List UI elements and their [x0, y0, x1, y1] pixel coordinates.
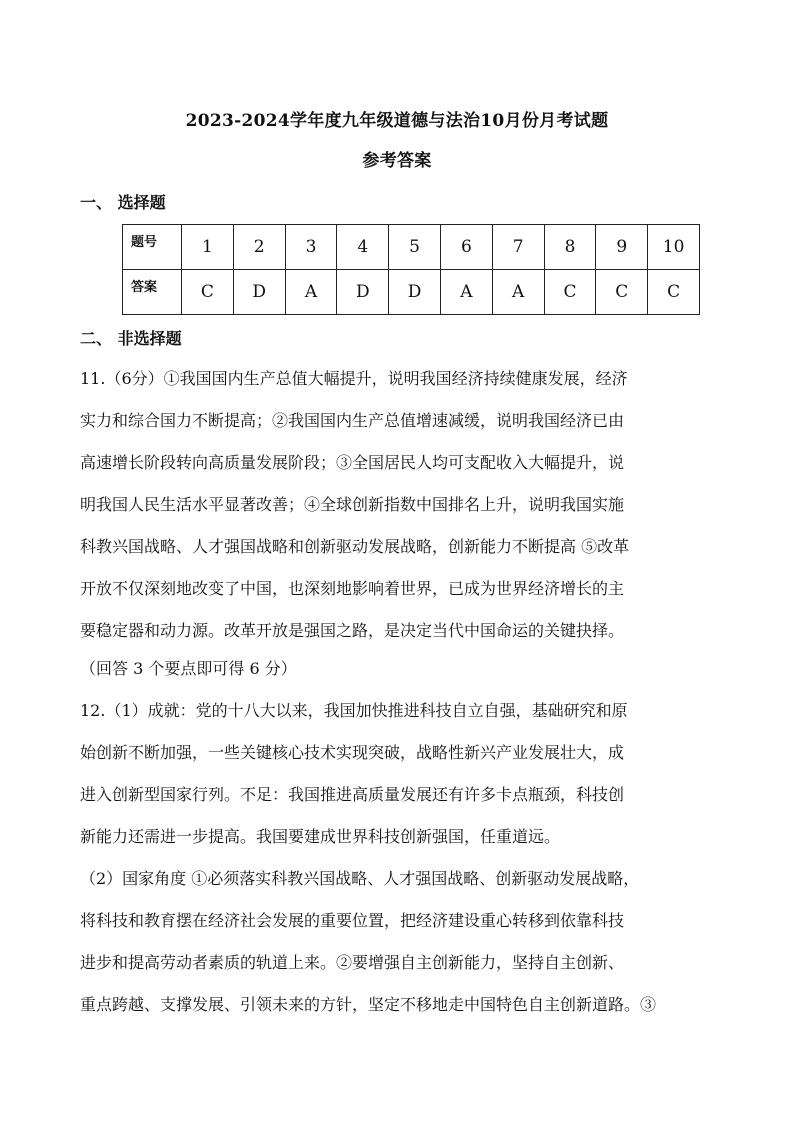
page-subtitle: 参考答案 — [362, 151, 432, 171]
table-cell: 9 — [596, 225, 648, 270]
table-cell: 10 — [648, 225, 700, 270]
answer-11-line: 明我国人民生活水平显著改善；④全球创新指数中国排名上升，说明我国实施 — [80, 495, 625, 514]
table-cell: 4 — [337, 225, 389, 270]
answer-11-line: 要稳定器和动力源。改革开放是强国之路，是决定当代中国命运的关键抉择。 — [80, 621, 625, 640]
table-cell: 6 — [440, 225, 492, 270]
answer-table — [122, 224, 700, 315]
page-title: 2023-2024学年度九年级道德与法治10月份月考试题 — [185, 111, 609, 131]
answer-11-line: 11.（6分）①我国国内生产总值大幅提升，说明我国经济持续健康发展，经济 — [80, 369, 628, 388]
answer-12-line: 12.（1）成就：党的十八大以来，我国加快推进科技自立自强，基础研究和原 — [80, 701, 628, 720]
table-cell: A — [440, 270, 492, 315]
answer-11-line: 高速增长阶段转向高质量发展阶段；③全国居民人均可支配收入大幅提升，说 — [80, 453, 625, 472]
row-label-question-number: 题号 — [123, 225, 182, 270]
answer-12-line: 将科技和教育摆在经济社会发展的重要位置，把经济建设重心转移到依靠科技 — [80, 911, 625, 930]
table-cell: A — [492, 270, 544, 315]
table-cell: D — [389, 270, 441, 315]
table-cell: D — [337, 270, 389, 315]
table-cell: C — [544, 270, 596, 315]
table-cell: 2 — [233, 225, 285, 270]
table-cell: 5 — [389, 225, 441, 270]
table-cell: C — [596, 270, 648, 315]
answer-11-line: 实力和综合国力不断提高；②我国国内生产总值增速减缓，说明我国经济已由 — [80, 411, 625, 430]
table-row-numbers — [123, 225, 700, 270]
answer-11-line: 开放不仅深刻地改变了中国，也深刻地影响着世界，已成为世界经济增长的主 — [80, 579, 625, 598]
answer-12-line: 新能力还需进一步提高。我国要建成世界科技创新强国，任重道远。 — [80, 827, 561, 846]
answer-11-note: （回答 3 个要点即可得 6 分） — [80, 659, 297, 678]
answer-12-line: 进入创新型国家行列。不足：我国推进高质量发展还有许多卡点瓶颈，科技创 — [80, 785, 625, 804]
table-cell: 8 — [544, 225, 596, 270]
section-heading-nonchoice: 二、 非选择题 — [80, 329, 182, 348]
table-row-answers — [123, 270, 700, 315]
table-cell: 1 — [182, 225, 234, 270]
table-cell: A — [285, 270, 337, 315]
section-heading-choice: 一、 选择题 — [80, 193, 166, 212]
table-cell: 7 — [492, 225, 544, 270]
table-cell: 3 — [285, 225, 337, 270]
answer-11-line: 科教兴国战略、人才强国战略和创新驱动发展战略，创新能力不断提高 ⑤改革 — [80, 537, 630, 556]
table-cell: D — [233, 270, 285, 315]
row-label-answer: 答案 — [123, 270, 182, 315]
answer-12-line: 进步和提高劳动者素质的轨道上来。②要增强自主创新能力，坚持自主创新、 — [80, 953, 625, 972]
answer-12-line: （2）国家角度 ①必须落实科教兴国战略、人才强国战略、创新驱动发展战略， — [80, 869, 640, 888]
answer-12-line: 始创新不断加强，一些关键核心技术实现突破，战略性新兴产业发展壮大，成 — [80, 743, 625, 762]
table-cell: C — [648, 270, 700, 315]
answer-12-line: 重点跨越、支撑发展、引领未来的方针，坚定不移地走中国特色自主创新道路。③ — [80, 995, 657, 1014]
table-cell: C — [182, 270, 234, 315]
